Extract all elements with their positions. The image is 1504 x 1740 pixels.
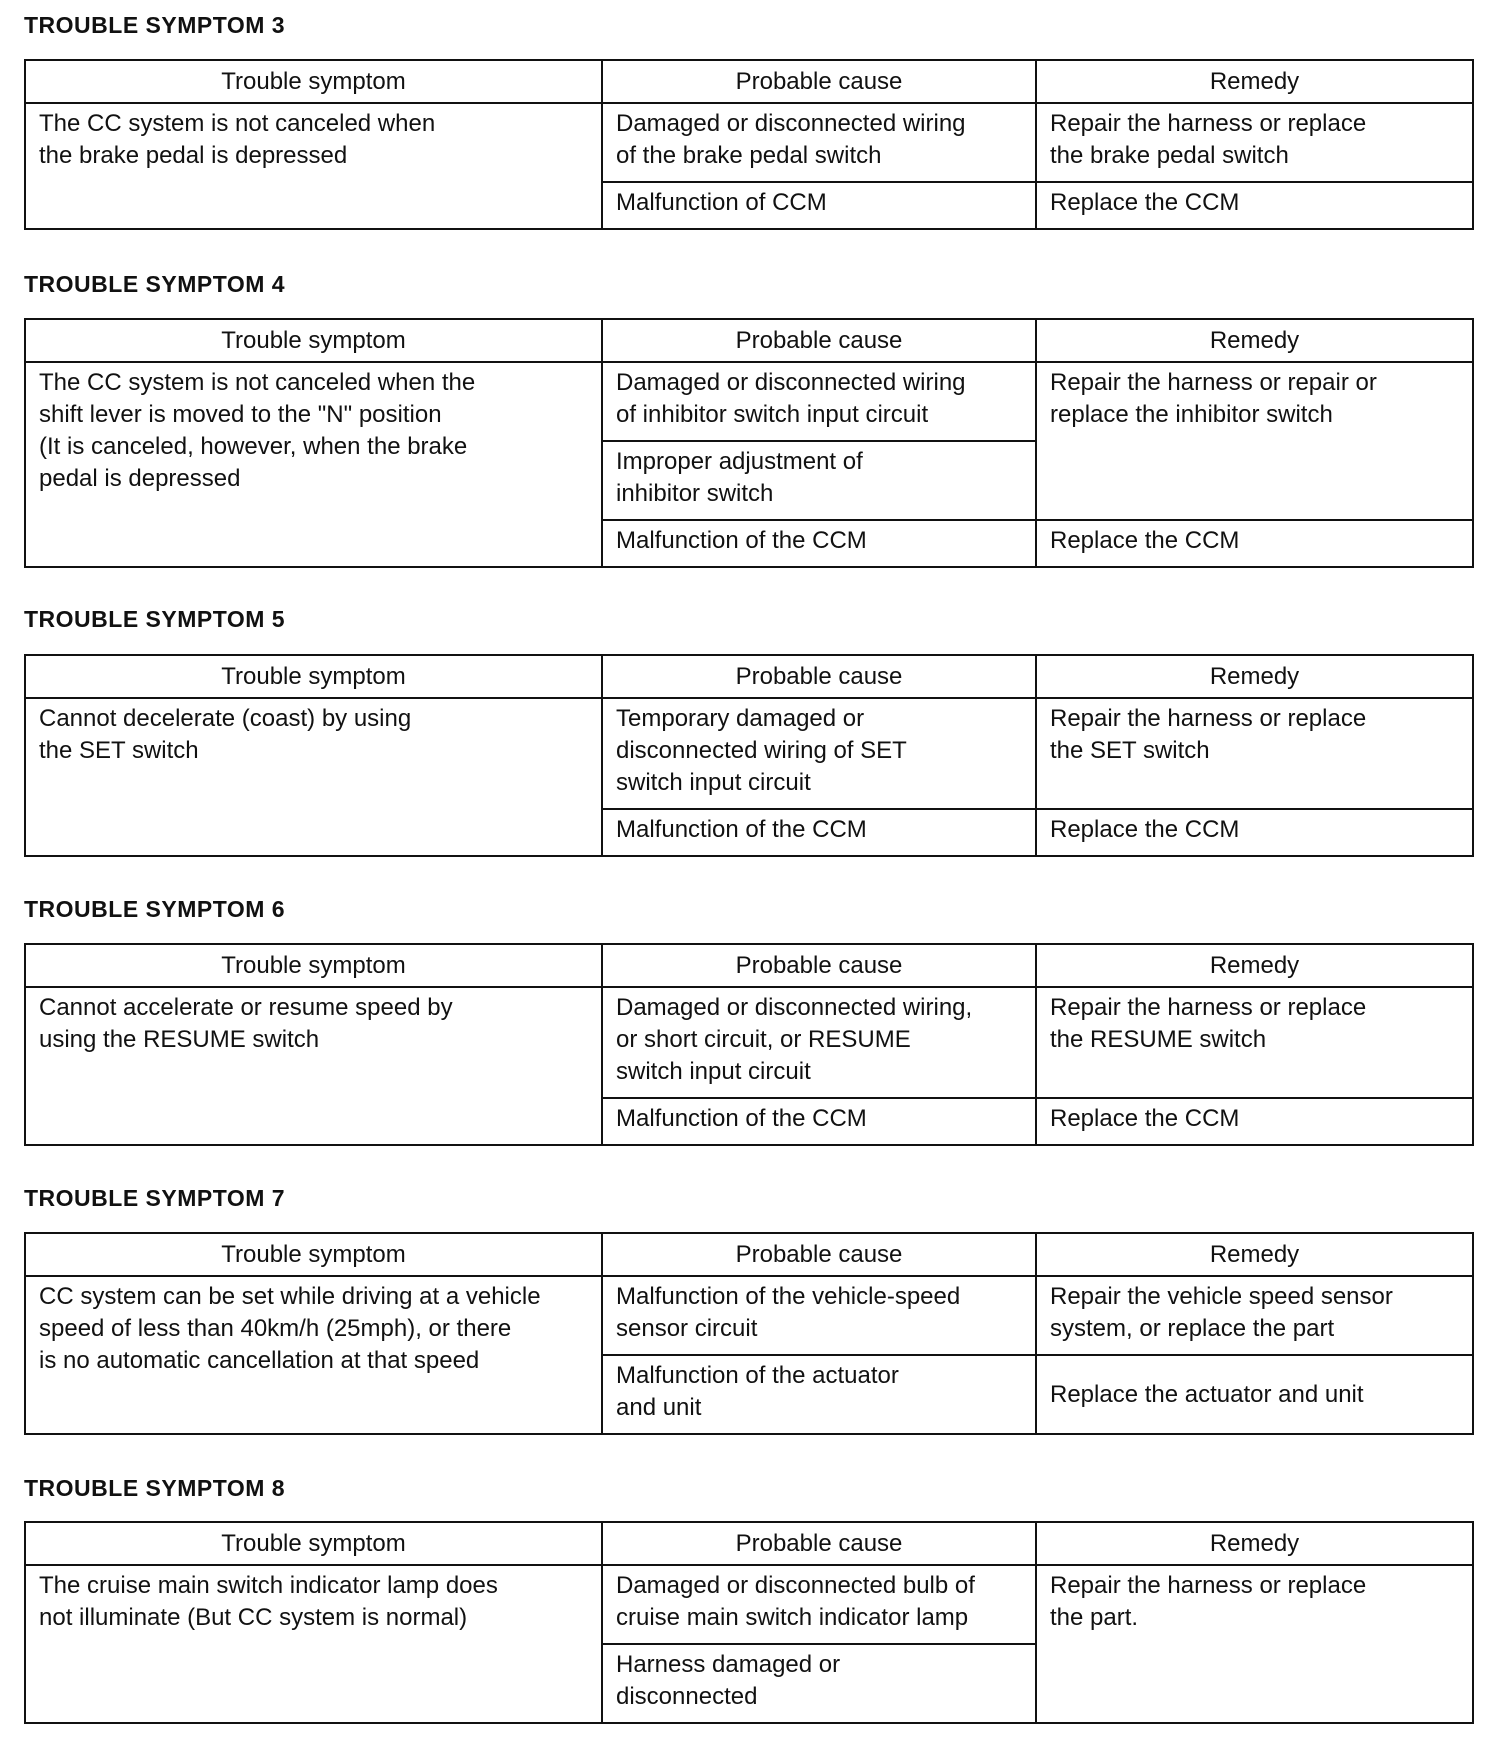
header-trouble-symptom: Trouble symptom	[25, 60, 602, 103]
cause-cell: Malfunction of the CCM	[602, 520, 1036, 567]
cause-cell: Damaged or disconnected wiring of the brake pedal switch	[602, 103, 1036, 182]
table-row	[25, 1565, 1473, 1644]
table-row	[25, 362, 1473, 441]
cause-cell: Malfunction of the actuator and unit	[602, 1355, 1036, 1434]
header-probable-cause: Probable cause	[602, 1233, 1036, 1276]
trouble-table	[24, 1521, 1474, 1724]
header-row	[25, 1522, 1473, 1565]
cause-cell: Malfunction of the vehicle-speed sensor circuit	[602, 1276, 1036, 1355]
header-remedy: Remedy	[1036, 1233, 1473, 1276]
table-row	[25, 1276, 1473, 1355]
header-probable-cause: Probable cause	[602, 319, 1036, 362]
remedy-cell: Replace the CCM	[1036, 809, 1473, 856]
cause-cell: Malfunction of the CCM	[602, 809, 1036, 856]
symptom-cell: The CC system is not canceled when the brake pedal is depressed	[25, 103, 602, 229]
header-probable-cause: Probable cause	[602, 944, 1036, 987]
header-remedy: Remedy	[1036, 319, 1473, 362]
section-title: TROUBLE SYMPTOM 4	[24, 271, 286, 297]
trouble-table	[24, 943, 1474, 1146]
table-row	[25, 987, 1473, 1098]
section-title: TROUBLE SYMPTOM 8	[24, 1475, 286, 1501]
header-row	[25, 60, 1473, 103]
remedy-cell: Repair the harness or replace the brake pedal switch	[1036, 103, 1473, 182]
header-remedy: Remedy	[1036, 944, 1473, 987]
table-row	[25, 698, 1473, 809]
cause-cell: Harness damaged or disconnected	[602, 1644, 1036, 1723]
header-probable-cause: Probable cause	[602, 1522, 1036, 1565]
trouble-table	[24, 59, 1474, 230]
section-title: TROUBLE SYMPTOM 7	[24, 1185, 286, 1211]
header-trouble-symptom: Trouble symptom	[25, 1233, 602, 1276]
cause-cell: Damaged or disconnected wiring of inhibitor switch input circuit	[602, 362, 1036, 441]
remedy-cell: Replace the CCM	[1036, 1098, 1473, 1145]
header-remedy: Remedy	[1036, 655, 1473, 698]
header-probable-cause: Probable cause	[602, 60, 1036, 103]
table-row	[25, 103, 1473, 182]
symptom-cell: CC system can be set while driving at a vehicle speed of less than 40km/h (25mph), or there is no automatic cancellation at that speed	[25, 1276, 602, 1434]
header-row	[25, 944, 1473, 987]
cause-cell: Temporary damaged or disconnected wiring of SET switch input circuit	[602, 698, 1036, 809]
remedy-cell: Repair the vehicle speed sensor system, or replace the part	[1036, 1276, 1473, 1355]
cause-cell: Damaged or disconnected wiring, or short circuit, or RESUME switch input circuit	[602, 987, 1036, 1098]
remedy-cell: Replace the CCM	[1036, 182, 1473, 229]
symptom-cell: Cannot accelerate or resume speed by using the RESUME switch	[25, 987, 602, 1145]
header-trouble-symptom: Trouble symptom	[25, 944, 602, 987]
section-title: TROUBLE SYMPTOM 3	[24, 12, 286, 38]
remedy-cell: Repair the harness or repair or replace the inhibitor switch	[1036, 362, 1473, 520]
symptom-cell: The cruise main switch indicator lamp does not illuminate (But CC system is normal)	[25, 1565, 602, 1723]
cause-cell: Damaged or disconnected bulb of cruise main switch indicator lamp	[602, 1565, 1036, 1644]
header-probable-cause: Probable cause	[602, 655, 1036, 698]
cause-cell: Malfunction of CCM	[602, 182, 1036, 229]
trouble-table	[24, 1232, 1474, 1435]
symptom-cell: The CC system is not canceled when the shift lever is moved to the "N" position (It is canceled, however, when the brake pedal is depressed	[25, 362, 602, 567]
header-trouble-symptom: Trouble symptom	[25, 655, 602, 698]
header-remedy: Remedy	[1036, 60, 1473, 103]
trouble-table	[24, 654, 1474, 857]
header-row	[25, 1233, 1473, 1276]
header-remedy: Remedy	[1036, 1522, 1473, 1565]
section-title: TROUBLE SYMPTOM 5	[24, 606, 286, 632]
section-title: TROUBLE SYMPTOM 6	[24, 896, 286, 922]
header-row	[25, 655, 1473, 698]
remedy-cell: Repair the harness or replace the part.	[1036, 1565, 1473, 1723]
header-row	[25, 319, 1473, 362]
header-trouble-symptom: Trouble symptom	[25, 319, 602, 362]
remedy-cell: Repair the harness or replace the RESUME switch	[1036, 987, 1473, 1098]
header-trouble-symptom: Trouble symptom	[25, 1522, 602, 1565]
trouble-table	[24, 318, 1474, 568]
cause-cell: Malfunction of the CCM	[602, 1098, 1036, 1145]
remedy-cell: Repair the harness or replace the SET switch	[1036, 698, 1473, 809]
symptom-cell: Cannot decelerate (coast) by using the SET switch	[25, 698, 602, 856]
remedy-cell: Replace the CCM	[1036, 520, 1473, 567]
remedy-cell: Replace the actuator and unit	[1036, 1355, 1473, 1434]
cause-cell: Improper adjustment of inhibitor switch	[602, 441, 1036, 520]
